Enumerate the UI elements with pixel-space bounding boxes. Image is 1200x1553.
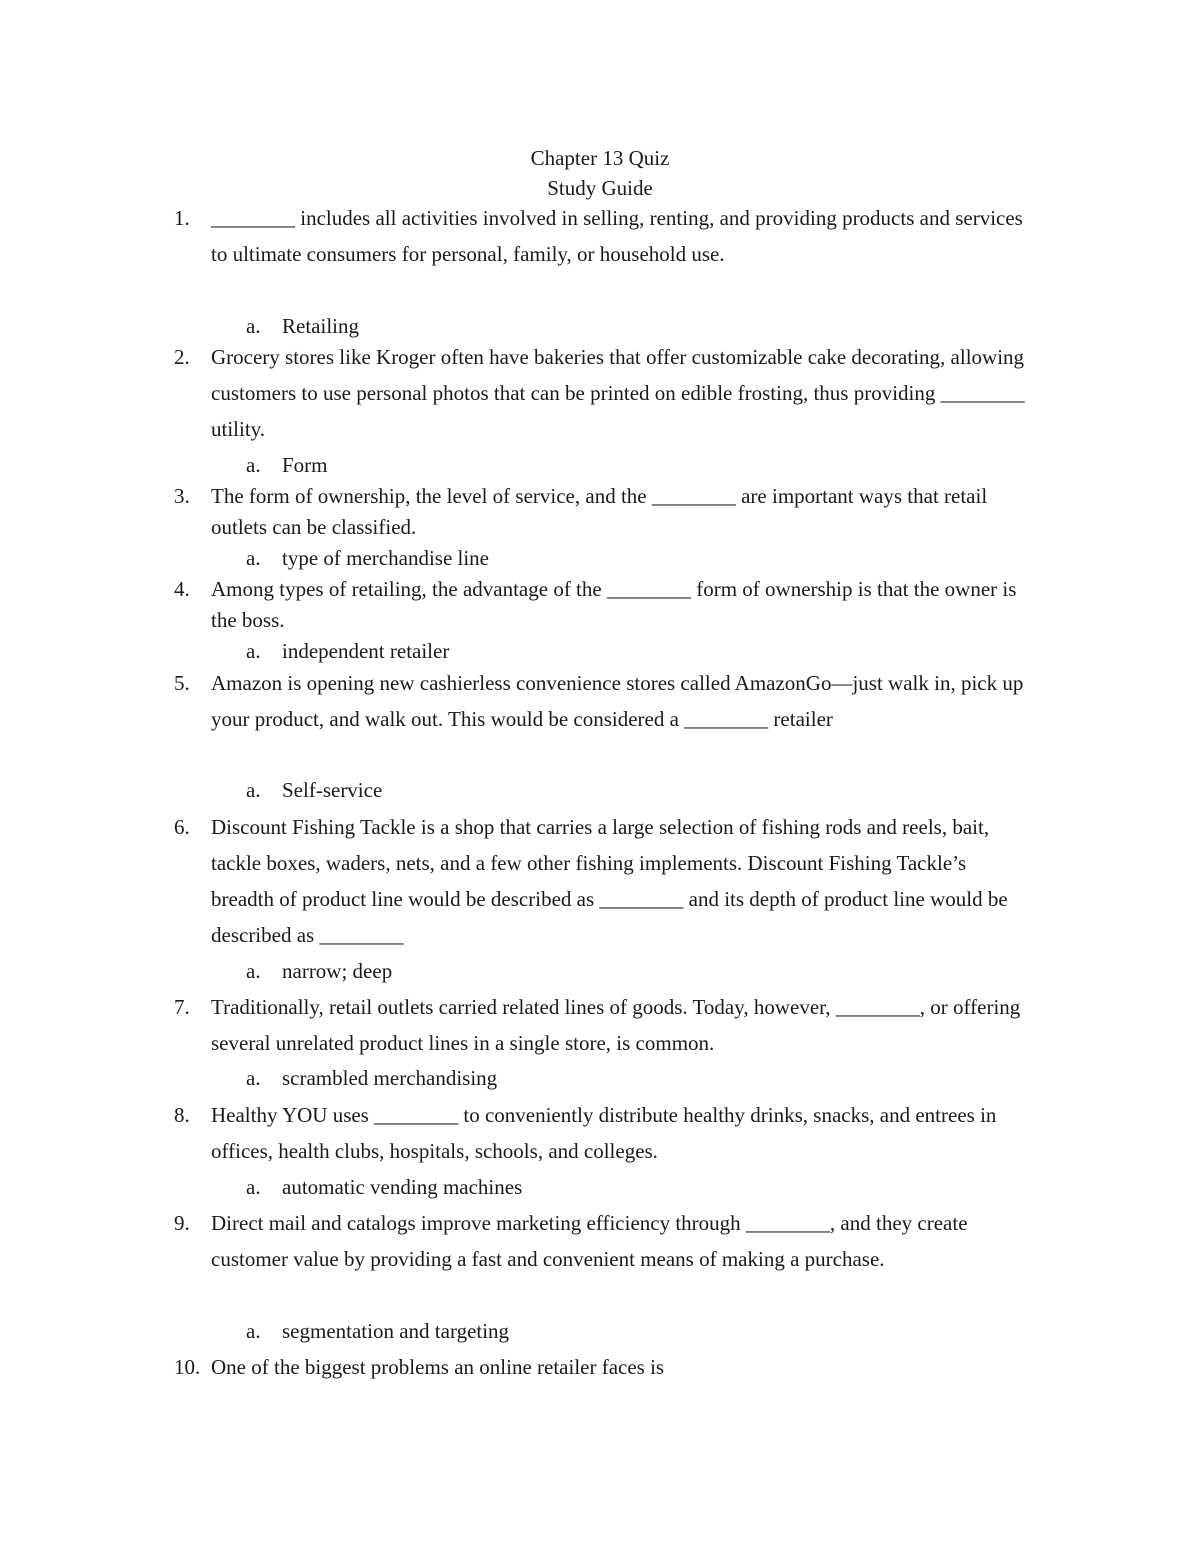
answer-item xyxy=(246,636,449,666)
answer-text: Self-service xyxy=(282,778,383,802)
question-text: Healthy YOU uses ________ to conveniently distribute healthy drinks, snacks, and entrees in offices, health clubs, hospitals, schools, and colleges. xyxy=(211,1103,997,1163)
page-title: Chapter 13 Quiz xyxy=(530,146,670,170)
question-item xyxy=(174,809,1044,953)
answer-item xyxy=(246,543,489,573)
question-number: 5. xyxy=(174,671,190,695)
question-text: One of the biggest problems an online retailer faces is xyxy=(211,1355,665,1379)
answer-text: automatic vending machines xyxy=(282,1175,523,1199)
question-number: 10. xyxy=(174,1355,201,1379)
question-text: Direct mail and catalogs improve marketing efficiency through ________, and they create customer value by providing a fast and convenient means of making a purchase. xyxy=(211,1211,968,1271)
question-number: 6. xyxy=(174,815,190,839)
question-text: Grocery stores like Kroger often have bakeries that offer customizable cake decorating, allowing customers to use personal photos that can be printed on edible frosting, thus providing ________ utility. xyxy=(211,345,1025,441)
question-item xyxy=(174,1097,1044,1169)
question-number: 3. xyxy=(174,484,190,508)
page-subtitle: Study Guide xyxy=(547,176,653,200)
question-item xyxy=(174,200,1044,272)
answer-item xyxy=(246,775,382,805)
question-item xyxy=(174,574,1044,636)
answer-item xyxy=(246,311,359,341)
question-number: 4. xyxy=(174,577,190,601)
answer-text: segmentation and targeting xyxy=(282,1319,510,1343)
question-item xyxy=(174,1349,1044,1385)
question-item xyxy=(174,1205,1044,1277)
answer-letter: a. xyxy=(246,639,261,663)
answer-item xyxy=(246,1063,497,1093)
question-text: Among types of retailing, the advantage of the ________ form of ownership is that the owner is the boss. xyxy=(211,577,1017,632)
question-text: ________ includes all activities involved in selling, renting, and providing products and services to ultimate consumers for personal, family, or household use. xyxy=(211,206,1023,266)
answer-text: Form xyxy=(282,453,328,477)
question-number: 2. xyxy=(174,345,190,369)
answer-letter: a. xyxy=(246,778,261,802)
answer-letter: a. xyxy=(246,314,261,338)
answer-letter: a. xyxy=(246,959,261,983)
answer-text: independent retailer xyxy=(282,639,450,663)
answer-item xyxy=(246,1172,522,1202)
question-number: 9. xyxy=(174,1211,190,1235)
answer-letter: a. xyxy=(246,1175,261,1199)
answer-text: narrow; deep xyxy=(282,959,393,983)
question-text: Traditionally, retail outlets carried related lines of goods. Today, however, ________, or offering several unrelated product lines in a single store, is common. xyxy=(211,995,1021,1055)
answer-letter: a. xyxy=(246,453,261,477)
answer-letter: a. xyxy=(246,546,261,570)
question-text: The form of ownership, the level of service, and the ________ are important ways that retail outlets can be classified. xyxy=(211,484,988,539)
question-item xyxy=(174,481,1044,543)
answer-text: scrambled merchandising xyxy=(282,1066,498,1090)
question-item xyxy=(174,665,1044,737)
question-number: 7. xyxy=(174,995,190,1019)
answer-item xyxy=(246,1316,509,1346)
question-number: 1. xyxy=(174,206,190,230)
answer-letter: a. xyxy=(246,1066,261,1090)
answer-item xyxy=(246,956,392,986)
question-number: 8. xyxy=(174,1103,190,1127)
answer-text: Retailing xyxy=(282,314,359,338)
answer-item xyxy=(246,450,328,480)
question-item xyxy=(174,989,1044,1061)
answer-letter: a. xyxy=(246,1319,261,1343)
answer-text: type of merchandise line xyxy=(282,546,490,570)
question-text: Discount Fishing Tackle is a shop that carries a large selection of fishing rods and reels, bait, tackle boxes, waders, nets, and a few other fishing implements. Discount Fishing Tackle’s breadth of product line would be described as ________ and its depth of product line would be described as ________ xyxy=(211,815,1008,947)
question-item xyxy=(174,339,1044,447)
question-text: Amazon is opening new cashierless convenience stores called AmazonGo—just walk in, pick up your product, and walk out. This would be considered a ________ retailer xyxy=(211,671,1024,731)
